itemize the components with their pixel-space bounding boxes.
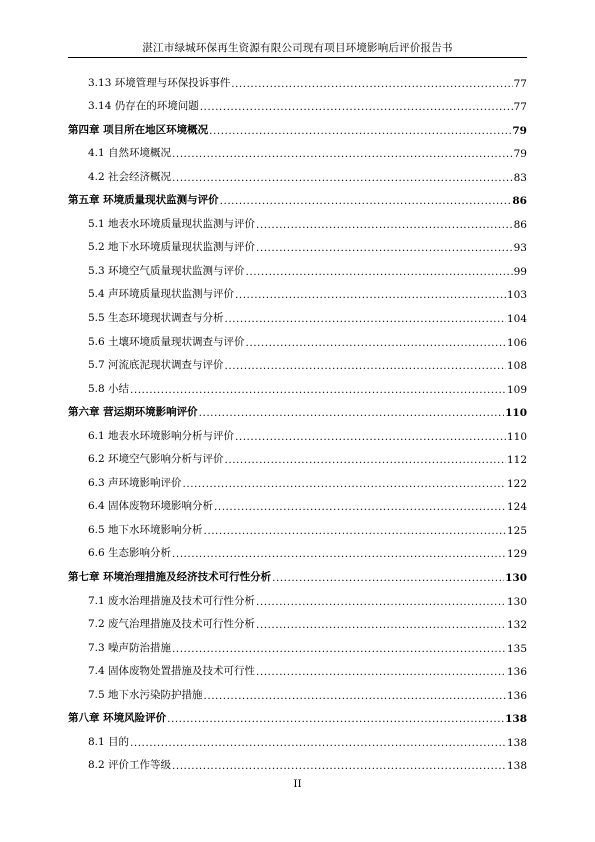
- toc-entry-label: 6.1 地表水环境影响分析与评价: [88, 429, 235, 442]
- toc-entry-page: 77: [513, 77, 527, 90]
- toc-entry-page: 125: [506, 524, 527, 537]
- toc-section-entry[interactable]: [68, 66, 527, 90]
- toc-entry-label: 第四章 项目所在地区环境概况: [68, 123, 209, 136]
- toc-section-entry[interactable]: [68, 419, 527, 443]
- toc-dot-leader: [246, 337, 506, 349]
- toc-chapter-entry[interactable]: [68, 113, 527, 137]
- toc-entry-page: 104: [506, 313, 527, 326]
- toc-entry-label: 7.5 地下水污染防护措施: [88, 688, 203, 701]
- toc-chapter-entry[interactable]: [68, 560, 527, 584]
- toc-entry-label: 5.6 土壤环境质量现状调查与评价: [88, 335, 245, 348]
- toc-section-entry[interactable]: [68, 90, 527, 114]
- toc-dot-leader: [172, 760, 506, 772]
- toc-dot-leader: [235, 431, 506, 443]
- toc-section-entry[interactable]: [68, 584, 527, 608]
- toc-entry-page: 112: [506, 454, 527, 467]
- toc-entry-page: 136: [506, 666, 527, 679]
- toc-dot-leader: [172, 643, 506, 655]
- toc-section-entry[interactable]: [68, 372, 527, 396]
- toc-entry-page: 110: [506, 430, 527, 443]
- toc-section-entry[interactable]: [68, 537, 527, 561]
- toc-section-entry[interactable]: [68, 207, 527, 231]
- toc-dot-leader: [225, 313, 506, 325]
- toc-section-entry[interactable]: [68, 749, 527, 773]
- toc-section-entry[interactable]: [68, 655, 527, 679]
- page-header: 湛江市绿城环保再生资源有限公司现有项目环境影响后评价报告书: [142, 42, 453, 54]
- toc-entry-label: 5.4 声环境质量现状监测与评价: [88, 288, 235, 301]
- toc-entry-label: 6.5 地下水环境影响分析: [88, 523, 203, 536]
- toc-dot-leader: [183, 478, 506, 490]
- toc-section-entry[interactable]: [68, 254, 527, 278]
- toc-section-entry[interactable]: [68, 301, 527, 325]
- toc-entry-label: 5.8 小结: [88, 382, 130, 395]
- toc-dot-leader: [200, 101, 513, 113]
- toc-section-entry[interactable]: [68, 160, 527, 184]
- toc-entry-label: 5.3 环境空气质量现状监测与评价: [88, 264, 245, 277]
- toc-section-entry[interactable]: [68, 678, 527, 702]
- toc-chapter-entry[interactable]: [68, 396, 527, 420]
- toc-dot-leader: [172, 172, 513, 184]
- toc-dot-leader: [225, 454, 506, 466]
- toc-entry-page: 130: [505, 572, 527, 585]
- toc-dot-leader: [204, 690, 506, 702]
- toc-entry-label: 5.7 河流底泥现状调查与评价: [88, 359, 224, 372]
- toc-entry-label: 8.2 评价工作等级: [88, 759, 172, 772]
- toc-section-entry[interactable]: [68, 349, 527, 373]
- toc-section-entry[interactable]: [68, 278, 527, 302]
- toc-entry-label: 第六章 营运期环境影响评价: [68, 406, 198, 419]
- toc-entry-page: 79: [513, 148, 527, 161]
- toc-dot-leader: [272, 572, 504, 584]
- toc-entry-label: 4.2 社会经济概况: [88, 170, 172, 183]
- toc-section-entry[interactable]: [68, 608, 527, 632]
- toc-entry-page: 135: [506, 642, 527, 655]
- toc-section-entry[interactable]: [68, 325, 527, 349]
- toc-entry-page: 132: [506, 619, 527, 632]
- header-rule: [68, 57, 527, 58]
- toc-entry-label: 3.14 仍存在的环境问题: [88, 100, 199, 113]
- toc-entry-page: 103: [506, 289, 527, 302]
- toc-dot-leader: [220, 195, 512, 207]
- toc-entry-label: 4.1 自然环境概况: [88, 147, 172, 160]
- toc-entry-page: 108: [506, 360, 527, 373]
- toc-dot-leader: [256, 666, 506, 678]
- toc-dot-leader: [167, 713, 504, 725]
- toc-entry-page: 77: [513, 101, 527, 114]
- toc-dot-leader: [209, 125, 511, 137]
- toc-dot-leader: [256, 619, 506, 631]
- toc-dot-leader: [130, 737, 506, 749]
- toc-entry-page: 129: [506, 548, 527, 561]
- toc-section-entry[interactable]: [68, 490, 527, 514]
- toc-dot-leader: [172, 148, 513, 160]
- toc-dot-leader: [172, 548, 506, 560]
- toc-entry-page: 106: [506, 336, 527, 349]
- toc-entry-page: 83: [513, 171, 527, 184]
- toc-dot-leader: [235, 289, 506, 301]
- toc-entry-label: 5.2 地下水环境质量现状监测与评价: [88, 241, 256, 254]
- toc-entry-label: 第八章 环境风险评价: [68, 712, 167, 725]
- toc-section-entry[interactable]: [68, 631, 527, 655]
- table-of-contents: [68, 66, 527, 772]
- toc-entry-label: 6.6 生态影响分析: [88, 547, 172, 560]
- toc-dot-leader: [231, 78, 512, 90]
- toc-dot-leader: [204, 525, 506, 537]
- toc-section-entry[interactable]: [68, 725, 527, 749]
- toc-entry-page: 130: [506, 595, 527, 608]
- toc-entry-label: 5.5 生态环境现状调查与分析: [88, 312, 224, 325]
- toc-entry-label: 6.3 声环境影响评价: [88, 476, 182, 489]
- toc-entry-page: 122: [506, 477, 527, 490]
- toc-entry-page: 138: [506, 760, 527, 773]
- toc-entry-label: 第五章 环境质量现状监测与评价: [68, 194, 219, 207]
- toc-section-entry[interactable]: [68, 443, 527, 467]
- toc-section-entry[interactable]: [68, 466, 527, 490]
- toc-dot-leader: [256, 242, 513, 254]
- toc-dot-leader: [256, 219, 513, 231]
- toc-entry-page: 99: [513, 265, 527, 278]
- toc-entry-page: 79: [512, 124, 527, 137]
- toc-entry-page: 93: [513, 242, 527, 255]
- page-number: II: [293, 778, 302, 790]
- toc-chapter-entry[interactable]: [68, 184, 527, 208]
- toc-entry-page: 138: [506, 736, 527, 749]
- toc-entry-label: 8.1 目的: [88, 735, 130, 748]
- toc-entry-label: 7.3 噪声防治措施: [88, 641, 172, 654]
- toc-entry-page: 109: [506, 383, 527, 396]
- toc-entry-label: 7.2 废气治理措施及技术可行性分析: [88, 618, 256, 631]
- toc-entry-label: 5.1 地表水环境质量现状监测与评价: [88, 217, 256, 230]
- toc-dot-leader: [130, 384, 506, 396]
- toc-section-entry[interactable]: [68, 137, 527, 161]
- toc-chapter-entry[interactable]: [68, 702, 527, 726]
- toc-entry-label: 6.2 环境空气影响分析与评价: [88, 453, 224, 466]
- toc-dot-leader: [225, 360, 506, 372]
- toc-entry-page: 124: [506, 501, 527, 514]
- toc-dot-leader: [214, 501, 506, 513]
- toc-entry-page: 86: [512, 195, 527, 208]
- toc-dot-leader: [246, 266, 513, 278]
- toc-entry-label: 6.4 固体废物环境影响分析: [88, 500, 214, 513]
- toc-section-entry[interactable]: [68, 513, 527, 537]
- toc-section-entry[interactable]: [68, 231, 527, 255]
- toc-entry-label: 3.13 环境管理与环保投诉事件: [88, 76, 231, 89]
- toc-entry-label: 7.4 固体废物处置措施及技术可行性: [88, 665, 256, 678]
- toc-entry-page: 86: [513, 218, 527, 231]
- toc-dot-leader: [256, 596, 506, 608]
- toc-dot-leader: [199, 407, 504, 419]
- toc-entry-label: 第七章 环境治理措施及经济技术可行性分析: [68, 571, 272, 584]
- toc-entry-page: 138: [505, 713, 527, 726]
- toc-entry-label: 7.1 废水治理措施及技术可行性分析: [88, 594, 256, 607]
- toc-entry-page: 136: [506, 689, 527, 702]
- toc-entry-page: 110: [505, 407, 527, 420]
